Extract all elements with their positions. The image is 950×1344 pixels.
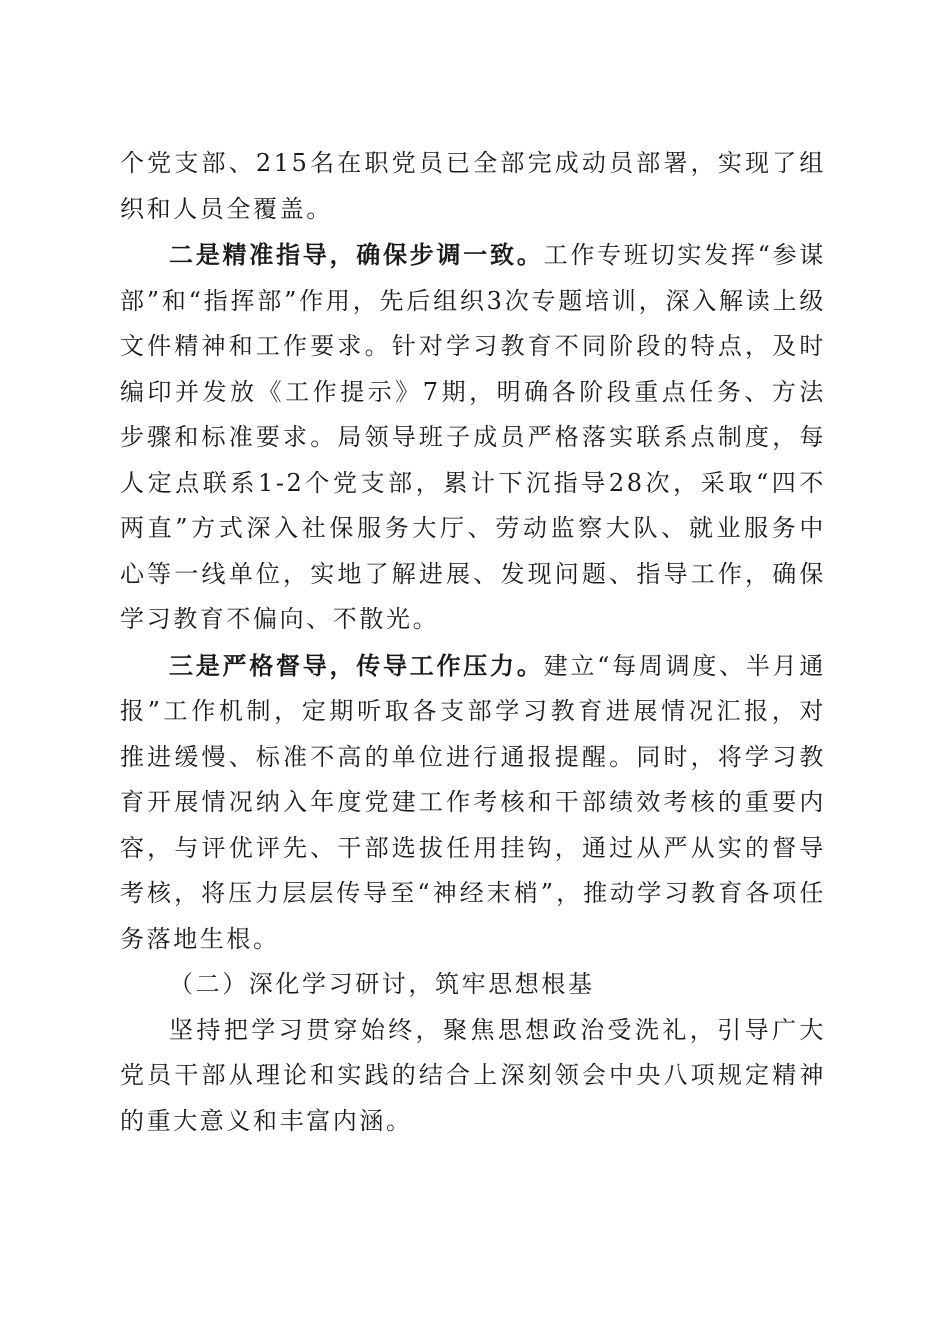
paragraph-lead: 三是严格督导，传导工作压力。 [169, 650, 544, 680]
section-heading-text: （二）深化学习研讨，筑牢思想根基 [169, 970, 595, 998]
paragraph-study-throughout [120, 1008, 826, 1145]
paragraph-text: 坚持把学习贯穿始终，聚焦思想政治受洗礼，引导广大党员干部从理论和实践的结合上深刻领会中央八项规定精神的重大意义和丰富内涵。 [120, 1015, 826, 1135]
paragraph-strict-supervision [120, 643, 826, 963]
paragraph-text: 建立“每周调度、半月通报”工作机制，定期听取各支部学习教育进展情况汇报，对推进缓慢、标准不高的单位进行通报提醒。同时，将学习教育开展情况纳入年度党建工作考核和干部绩效考核的重要内容，与评优评先、干部选拔任用挂钩，通过从严从实的督导考核，将压力层层传导至“神经末梢”，推动学习教育各项任务落地生根。 [120, 651, 826, 953]
paragraph-lead: 二是精准指导，确保步调一致。 [169, 240, 544, 269]
paragraph-continuation [120, 141, 826, 232]
document-body [120, 141, 826, 1144]
section-heading [120, 962, 826, 1008]
paragraph-precise-guidance [120, 232, 826, 643]
paragraph-text: 个党支部、215名在职党员已全部完成动员部署，实现了组织和人员全覆盖。 [120, 149, 826, 223]
paragraph-text: 工作专班切实发挥“参谋部”和“指挥部”作用，先后组织3次专题培训，深入解读上级文件精神和工作要求。针对学习教育不同阶段的特点，及时编印并发放《工作提示》7期，明确各阶段重点任务、方法步骤和标准要求。局领导班子成员严格落实联系点制度，每人定点联系1-2个党支部，累计下沉指导28次，采取“四不两直”方式深入社保服务大厅、劳动监察大队、就业服务中心等一线单位，实地了解进展、发现问题、指导工作，确保学习教育不偏向、不散光。 [120, 241, 826, 633]
